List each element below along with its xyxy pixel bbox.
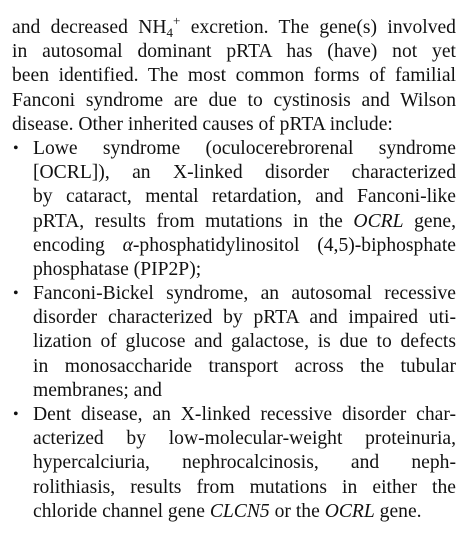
- text-line: Dent disease, an X-linked recessive disorder char-: [33, 404, 456, 425]
- bullet-icon: •: [13, 285, 19, 303]
- superscript: +: [173, 13, 181, 28]
- text-line: Fanconi-Bickel syndrome, an autosomal recessive: [33, 283, 456, 305]
- text-line: [OCRL]), an X-linked disorder characterized: [33, 162, 456, 184]
- text-line: membranes; and: [33, 379, 162, 401]
- bullet-icon: •: [13, 406, 19, 423]
- text-line: Fanconi syndrome are due to cystinosis and Wilson: [12, 89, 456, 111]
- text-line: in autosomal dominant pRTA has (have) not yet: [12, 41, 456, 63]
- text-line: lization of glucose and galactose, is due to defects: [33, 331, 456, 353]
- bullet-icon: •: [13, 139, 19, 157]
- subscript: 4: [166, 25, 174, 40]
- gene-name: OCRL: [324, 500, 375, 522]
- text-line: in monosaccharide transport across the tubular: [33, 355, 456, 377]
- gene-name: CLCN5: [209, 500, 270, 522]
- text-span: or the: [269, 500, 325, 522]
- text-line: been identified. The most common forms of familial: [12, 65, 456, 87]
- text-line: rolithiasis, results from mutations in either the: [33, 476, 456, 498]
- intro-paragraph: [12, 13, 460, 137]
- text-line: [33, 210, 456, 234]
- text-line: disorder characterized by pRTA and impaired uti-: [33, 307, 456, 329]
- text-span: gene.: [374, 500, 422, 522]
- text-line: [33, 500, 456, 524]
- list-item: [12, 137, 460, 282]
- text-span: and decreased NH: [12, 17, 167, 38]
- bullet-list: [12, 137, 460, 524]
- text-span: chloride channel gene: [33, 500, 210, 522]
- text-span: excretion. The gene(s) involved: [180, 17, 456, 38]
- greek-letter: α: [122, 234, 133, 256]
- text-line: hypercalciuria, nephrocalcinosis, and neph-: [33, 452, 456, 474]
- list-item: [12, 282, 460, 403]
- text-span: -phosphatidylinositol (4,5)-biphosphate: [132, 234, 456, 256]
- text-line: acterized by low-molecular-weight proteinuria,: [33, 428, 456, 450]
- text-span: pRTA, results from mutations in the: [33, 210, 354, 232]
- text-line: [12, 13, 456, 40]
- text-line: by cataract, mental retardation, and Fanconi-like: [33, 186, 456, 208]
- gene-name: OCRL: [353, 210, 404, 232]
- text-line: phosphatase (PIP2P);: [33, 258, 202, 280]
- text-span: encoding: [33, 234, 123, 256]
- text-line: disease. Other inherited causes of pRTA include:: [12, 113, 393, 135]
- text-line: [33, 234, 456, 258]
- list-item: [12, 403, 460, 524]
- text-span: gene,: [403, 210, 456, 232]
- text-line: Lowe syndrome (oculocerebrorenal syndrome: [33, 137, 456, 159]
